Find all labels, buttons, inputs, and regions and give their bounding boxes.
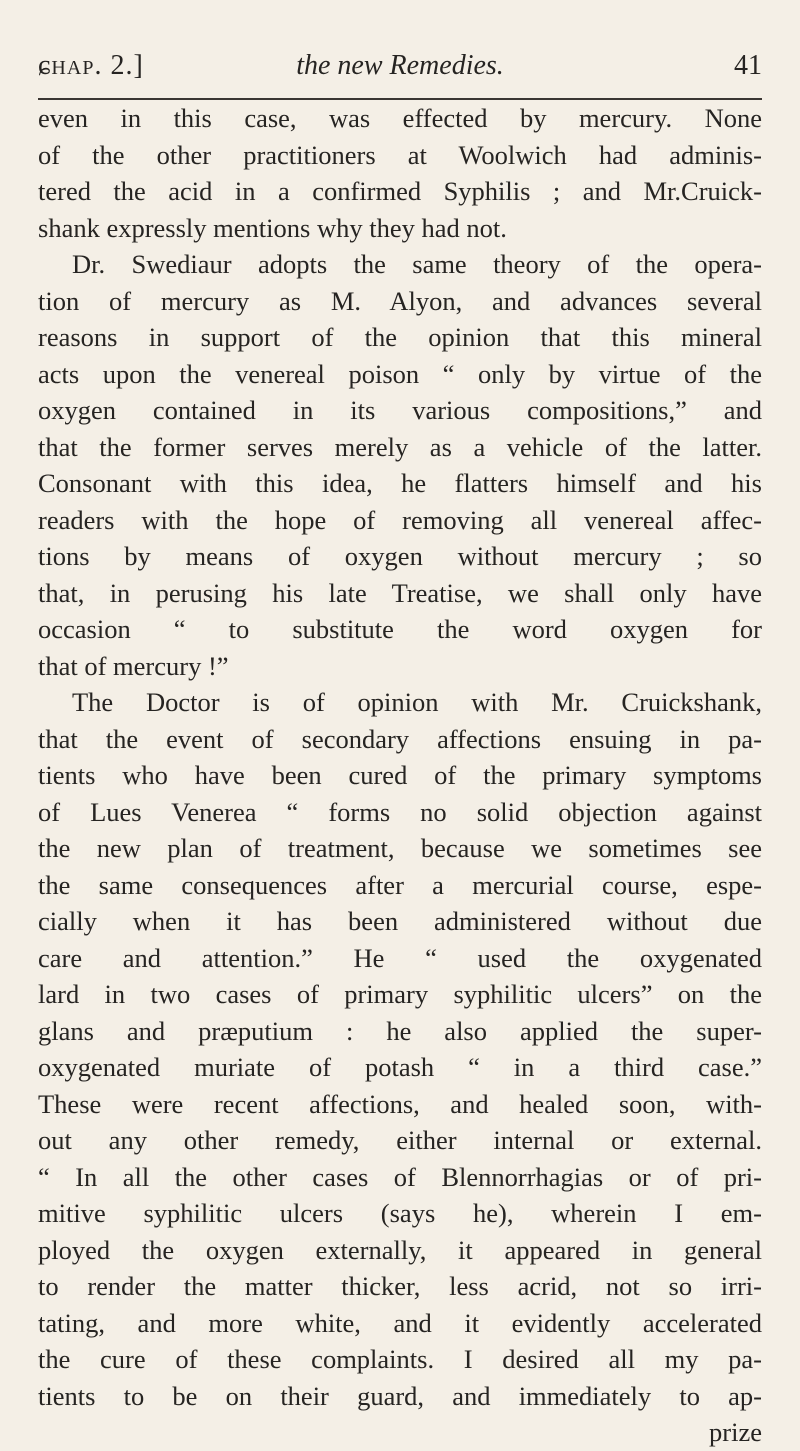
text-line: out any other remedy, either internal or external. [38, 1125, 762, 1155]
text-line: tions by means of oxygen without mercury ; so [38, 541, 762, 571]
text-line: readers with the hope of removing all venereal affec- [38, 504, 762, 535]
text-line: to render the matter thicker, less acrid, not so irri- [38, 1271, 762, 1301]
text-line: that of mercury !” [38, 650, 229, 681]
text-line: occasion “ to substitute the word oxygen for [38, 614, 762, 644]
text-line: that, in perusing his late Treatise, we shall only have [38, 577, 762, 608]
text-line: “ In all the other cases of Blennorrhagias or of pri- [38, 1161, 762, 1192]
body-text [38, 100, 762, 1451]
text-line: The Doctor is of opinion with Mr. Cruickshank, [72, 687, 762, 717]
text-line: tients to be on their guard, and immediately to ap- [38, 1380, 762, 1411]
text-line: the new plan of treatment, because we sometimes see [38, 833, 762, 863]
text-line: that the event of secondary affections ensuing in pa- [38, 723, 762, 754]
text-line: care and attention.” He “ used the oxygenated [38, 942, 762, 973]
text-line: tion of mercury as M. Alyon, and advances several [38, 285, 762, 316]
text-line: cially when it has been administered without due [38, 906, 762, 936]
text-line: tients who have been cured of the primary symptoms [38, 760, 762, 790]
text-line: the cure of these complaints. I desired all my pa- [38, 1344, 762, 1374]
text-line: mitive syphilitic ulcers (says he), wherein I em- [38, 1198, 762, 1228]
text-line: These were recent affections, and healed soon, with- [38, 1088, 762, 1119]
text-line: Dr. Swediaur adopts the same theory of the opera- [72, 249, 762, 279]
text-line: tating, and more white, and it evidently accelerated [38, 1307, 762, 1338]
text-line: oxygen contained in its various compositions,” and [38, 395, 762, 425]
text-line: that the former serves merely as a vehicle of the latter. [38, 431, 762, 462]
text-line: ployed the oxygen externally, it appeared in general [38, 1234, 762, 1265]
text-line: the same consequences after a mercurial course, espe- [38, 869, 762, 900]
text-line: reasons in support of the opinion that this mineral [38, 322, 762, 352]
text-line: Consonant with this idea, he flatters himself and his [38, 468, 762, 498]
text-line: of the other practitioners at Woolwich had adminis- [38, 139, 762, 170]
text-line: oxygenated muriate of potash “ in a third case.” [38, 1052, 762, 1082]
text-line: glans and præputium : he also applied the super- [38, 1015, 762, 1046]
text-line: shank expressly mentions why they had not. [38, 212, 507, 243]
text-line: lard in two cases of primary syphilitic ulcers” on the [38, 979, 762, 1009]
running-title: the new Remedies. [296, 50, 504, 81]
chapter-label: ɕhap. 2.] [38, 50, 144, 81]
running-header [38, 50, 762, 90]
text-line: of Lues Venerea “ forms no solid objection against [38, 796, 762, 827]
text-line: tered the acid in a confirmed Syphilis ; and Mr.Cruick- [38, 176, 762, 206]
page-number: 41 [734, 50, 762, 81]
text-line: acts upon the venereal poison “ only by virtue of the [38, 358, 762, 389]
catchword: prize [709, 1417, 762, 1447]
text-line: even in this case, was effected by mercury. None [38, 103, 762, 133]
